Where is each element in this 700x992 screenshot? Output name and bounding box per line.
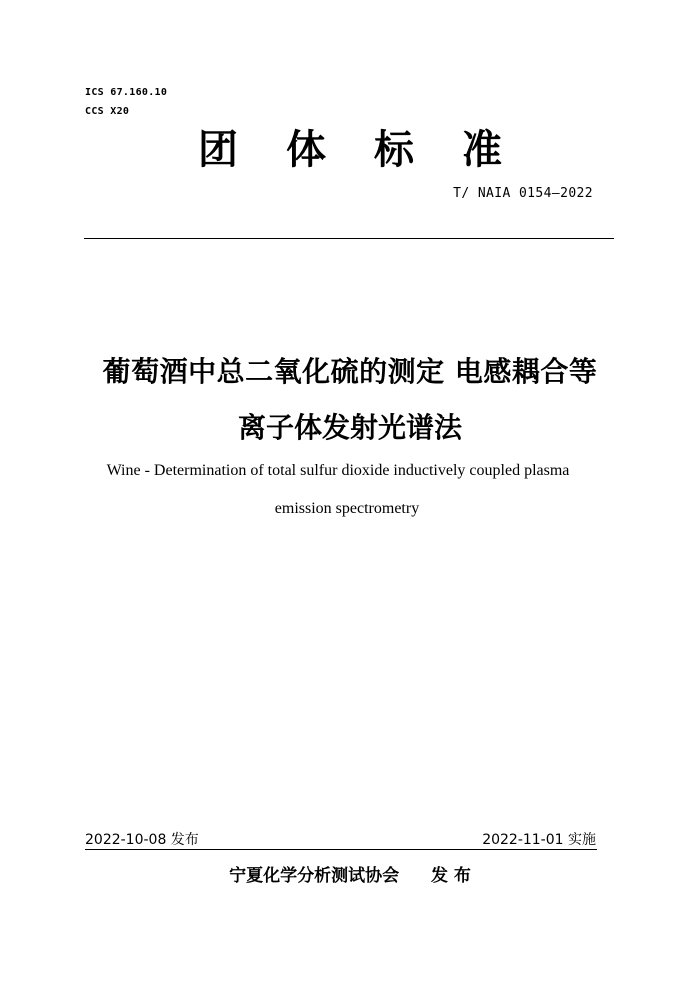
issuer-line (0, 864, 700, 888)
issuer-action: 发 布 (431, 866, 471, 886)
chinese-title-line-2: 离子体发射光谱法 (237, 411, 462, 444)
document-type-heading (0, 120, 700, 180)
ics-code: ICS 67.160.10 (85, 87, 168, 98)
standard-number: T/ NAIA 0154—2022 (453, 186, 593, 201)
english-title-line-2: emission spectrometry (274, 500, 420, 517)
document-type-char: 标 (374, 127, 414, 173)
document-type-char: 团 (198, 127, 238, 173)
document-type-char: 准 (462, 127, 502, 173)
ccs-code: CCS X20 (85, 106, 130, 117)
chinese-title-line-1: 葡萄酒中总二氧化硫的测定 电感耦合等 (102, 355, 598, 388)
issuer-name: 宁夏化学分析测试协会 (229, 866, 400, 886)
document-type-char: 体 (286, 127, 326, 173)
implementation-date: 2022-11-01 实施 (482, 832, 596, 848)
header-divider (84, 238, 614, 239)
english-title-line-1: Wine - Determination of total sulfur dioxide inductively coupled plasma (106, 462, 570, 479)
issue-date: 2022-10-08 发布 (85, 832, 199, 848)
footer-divider (85, 849, 597, 850)
